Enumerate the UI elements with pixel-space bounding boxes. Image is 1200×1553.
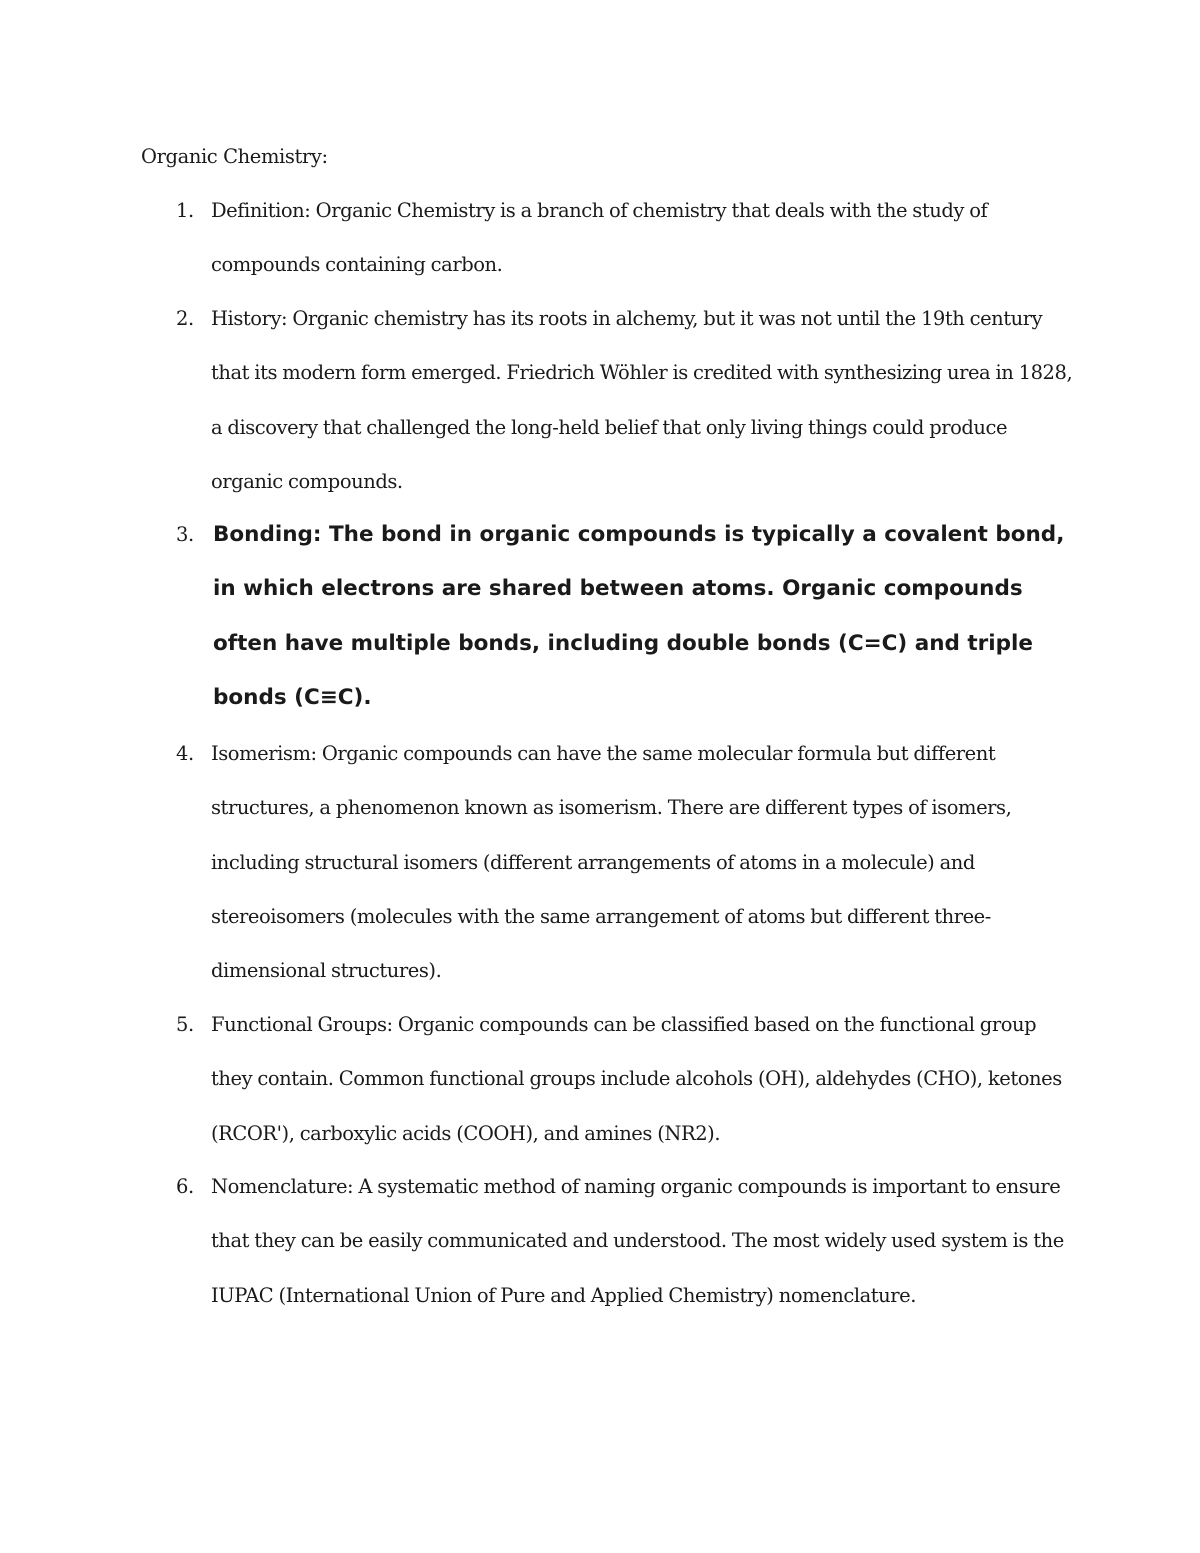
list-item-isomerism (176, 727, 1076, 998)
list-item-number: 1. (176, 199, 194, 222)
list-item-functional-groups (176, 998, 1076, 1161)
list-item-text: History: Organic chemistry has its roots in alchemy, but it was not until the 19th century that its modern form emerged. Friedrich Wöhler is credited with synthesizing urea in 1828, a discovery that challenged the long-held belief that only living things could produce organic compounds. (211, 307, 1073, 493)
list-item-bonding (176, 508, 1076, 725)
document-title: Organic Chemistry: (141, 145, 328, 168)
list-item-number: 5. (176, 1013, 194, 1036)
list-item-text: Functional Groups: Organic compounds can be classified based on the functional group they contain. Common functional groups include alcohols (OH), aldehydes (CHO), ketones (RCOR'), carboxylic acids (COOH), and amines (NR2). (211, 1013, 1062, 1145)
list-item-history (176, 292, 1076, 509)
list-item-definition (176, 184, 1076, 293)
list-item-text: Definition: Organic Chemistry is a branch of chemistry that deals with the study of compounds containing carbon. (211, 199, 988, 277)
list-item-number: 6. (176, 1175, 194, 1198)
list-item-number: 3. (176, 523, 194, 546)
list-item-text: Isomerism: Organic compounds can have the same molecular formula but different structures, a phenomenon known as isomerism. There are different types of isomers, including structural isomers (different arrangements of atoms in a molecule) and stereoisomers (molecules with the same arrangement of atoms but different three-dimensional structures). (211, 742, 1012, 983)
list-item-nomenclature (176, 1160, 1076, 1323)
list-item-text: Bonding: The bond in organic compounds is typically a covalent bond, in which electrons are shared between atoms. Organic compounds often have multiple bonds, including double bonds (C=C) and triple bonds (C≡C). (213, 522, 1065, 710)
list-item-number: 4. (176, 742, 194, 765)
list-item-number: 2. (176, 307, 194, 330)
list-item-text: Nomenclature: A systematic method of naming organic compounds is important to ensure that they can be easily communicated and understood. The most widely used system is the IUPAC (International Union of Pure and Applied Chemistry) nomenclature. (211, 1175, 1064, 1307)
